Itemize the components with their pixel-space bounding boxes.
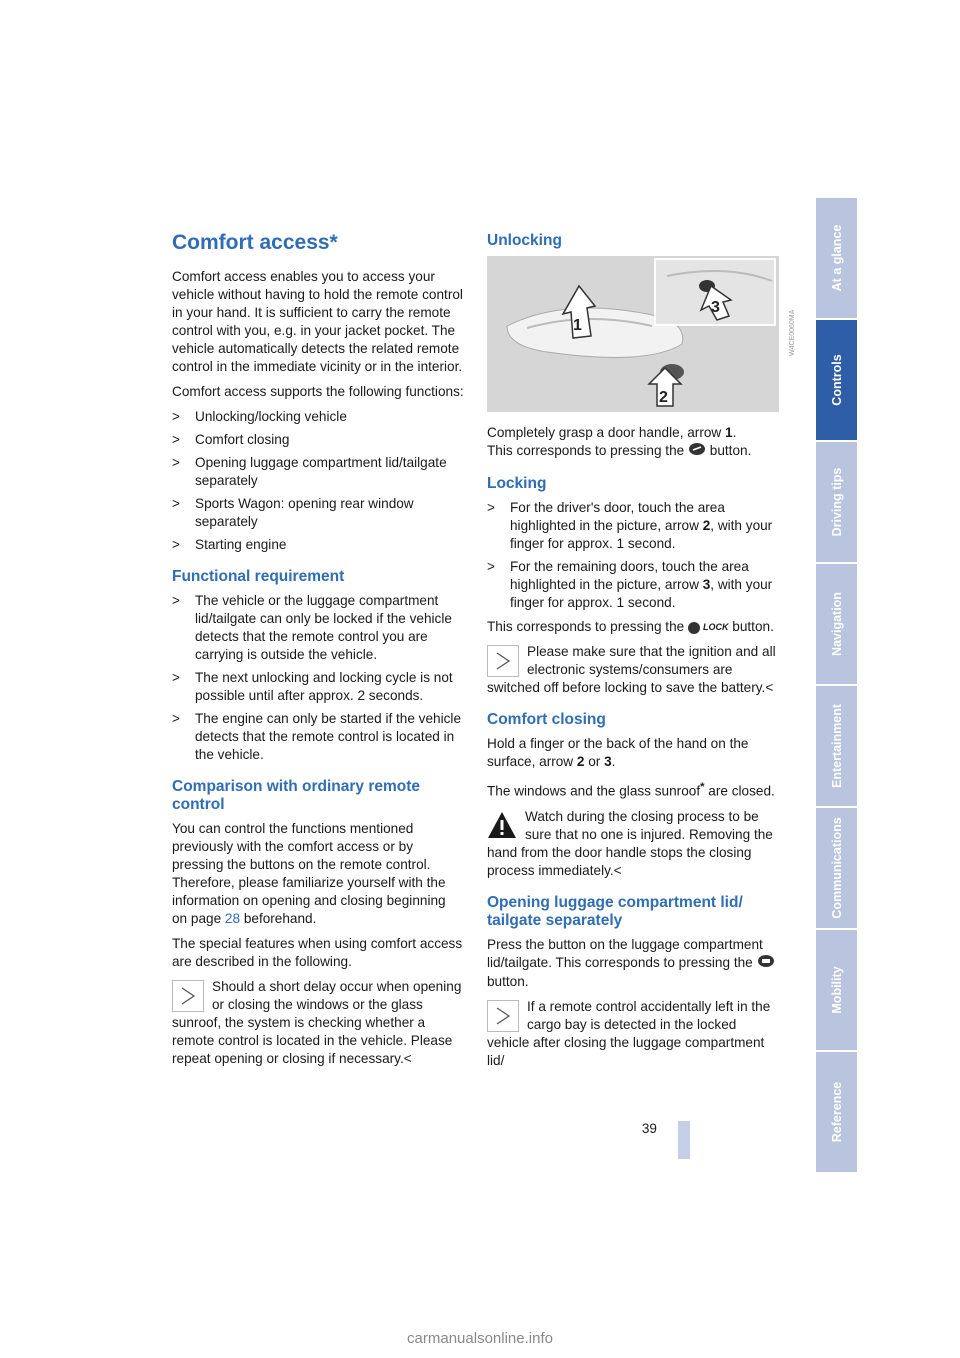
functions-intro: Comfort access supports the following functions: [172, 384, 464, 399]
end-mark: < [403, 1051, 412, 1066]
warning-block: Watch during the closing process to be sure that no one is injured. Removing the hand from the door handle stops the closing process immediately.< [487, 808, 773, 878]
chapter-tabs [816, 198, 857, 1174]
unlock-button-icon [688, 442, 706, 461]
list-item: > The engine can only be started if the vehicle detects that the remote control is located in the vehicle. [172, 711, 462, 762]
unlocking-paragraph: Completely grasp a door handle, arrow 1. This corresponds to pressing the button. [487, 424, 779, 461]
right-column [487, 232, 796, 1080]
list-item: > For the driver's door, touch the area highlighted in the picture, arrow 2, with your finger for approx. 1 second. [487, 500, 773, 551]
list-item: > The next unlocking and locking cycle is not possible until after approx. 2 seconds. [172, 670, 453, 703]
function-list [172, 408, 464, 554]
list-item: > For the remaining doors, touch the area highlighted in the picture, arrow 3, with your finger for approx. 1 second. [487, 559, 773, 610]
list-item: > The vehicle or the luggage compartment lid/tailgate can only be locked if the vehicle detects that the remote control you are carrying is outside the vehicle. [172, 593, 452, 662]
intro-paragraph: Comfort access enables you to access your vehicle without having to hold the remote control in your hand. It is sufficient to carry the remote control with you, e.g. in your jacket pocket. The vehicle automatically detects the related remote control in the immediate vicinity or in the interior. [172, 269, 463, 374]
heading-luggage-compartment: Opening luggage compartment lid/ tailgate separately [487, 893, 743, 929]
list-item: > Comfort closing [172, 432, 290, 447]
heading-comparison: Comparison with ordinary remote control [172, 778, 421, 813]
list-item: > Opening luggage compartment lid/tailgate separately [172, 455, 447, 488]
section-title-comfort-access: Comfort access* [172, 231, 338, 254]
door-handle-figure [487, 256, 796, 412]
lock-button-paragraph: This corresponds to pressing the LOCK button. [487, 618, 779, 636]
tab-entertainment[interactable]: Entertainment [816, 686, 857, 806]
figure-label-1: 1 [573, 317, 582, 334]
tab-at-a-glance[interactable]: At a glance [816, 198, 857, 318]
tab-communications[interactable]: Communications [816, 808, 857, 928]
tab-navigation[interactable]: Navigation [816, 564, 857, 684]
heading-unlocking: Unlocking [487, 232, 562, 249]
requirement-list [172, 592, 464, 764]
lock-button-icon: LOCK [688, 618, 729, 636]
figure-label-3: 3 [711, 299, 720, 316]
note-arrow-icon [172, 980, 204, 1012]
figure-label-2: 2 [659, 389, 668, 406]
tab-mobility[interactable]: Mobility [816, 930, 857, 1050]
special-features-paragraph: The special features when using comfort access are described in the following. [172, 936, 463, 969]
sunroof-paragraph: The windows and the glass sunroof* are closed. [487, 781, 775, 799]
tab-driving-tips[interactable]: Driving tips [816, 442, 857, 562]
tailgate-button-icon [757, 954, 775, 973]
figure-code: W4CE0060MA [789, 309, 796, 356]
note-arrow-icon [487, 1000, 519, 1032]
footer-watermark: carmanualsonline.info [407, 1330, 553, 1347]
heading-functional-requirement: Functional requirement [172, 568, 345, 585]
heading-comfort-closing: Comfort closing [487, 711, 606, 729]
comparison-paragraph: You can control the functions mentioned previously with the comfort access or by pressing the buttons on the remote control. Therefore, please familiarize yourself with the information on opening and closing beginning on page 28 beforehand. [172, 821, 446, 926]
note-block: Please make sure that the ignition and all electronic systems/consumers are switched off before locking to save the battery.< [487, 644, 776, 696]
tab-reference[interactable]: Reference [816, 1052, 857, 1172]
list-item: > Sports Wagon: opening rear window separately [172, 496, 414, 529]
warning-icon [487, 810, 517, 840]
left-column [172, 230, 464, 1078]
heading-locking: Locking [487, 475, 547, 492]
page-number-bar [678, 1121, 690, 1159]
tab-controls[interactable]: Controls [816, 320, 857, 440]
note-block: Should a short delay occur when opening or closing the windows or the glass sunroof, the system is checking whether a remote control is located in the vehicle. Please repeat opening or closing if necessary.< [172, 979, 462, 1066]
note-arrow-icon [487, 645, 519, 677]
end-mark: < [765, 680, 774, 696]
page-number: 39 [641, 1121, 657, 1136]
note-block: If a remote control accidentally left in the cargo bay is detected in the locked vehicle after closing the luggage compartment lid/ [487, 998, 771, 1068]
list-item: > Unlocking/locking vehicle [172, 409, 347, 424]
list-item: > Starting engine [172, 537, 287, 552]
luggage-paragraph: Press the button on the luggage compartment lid/tailgate. This corresponds to pressing the button. [487, 936, 779, 991]
comfort-closing-paragraph: Hold a finger or the back of the hand on the surface, arrow 2 or 3. [487, 736, 749, 770]
page-link[interactable]: 28 [224, 911, 241, 926]
end-mark: < [613, 862, 622, 878]
locking-list [487, 499, 779, 612]
